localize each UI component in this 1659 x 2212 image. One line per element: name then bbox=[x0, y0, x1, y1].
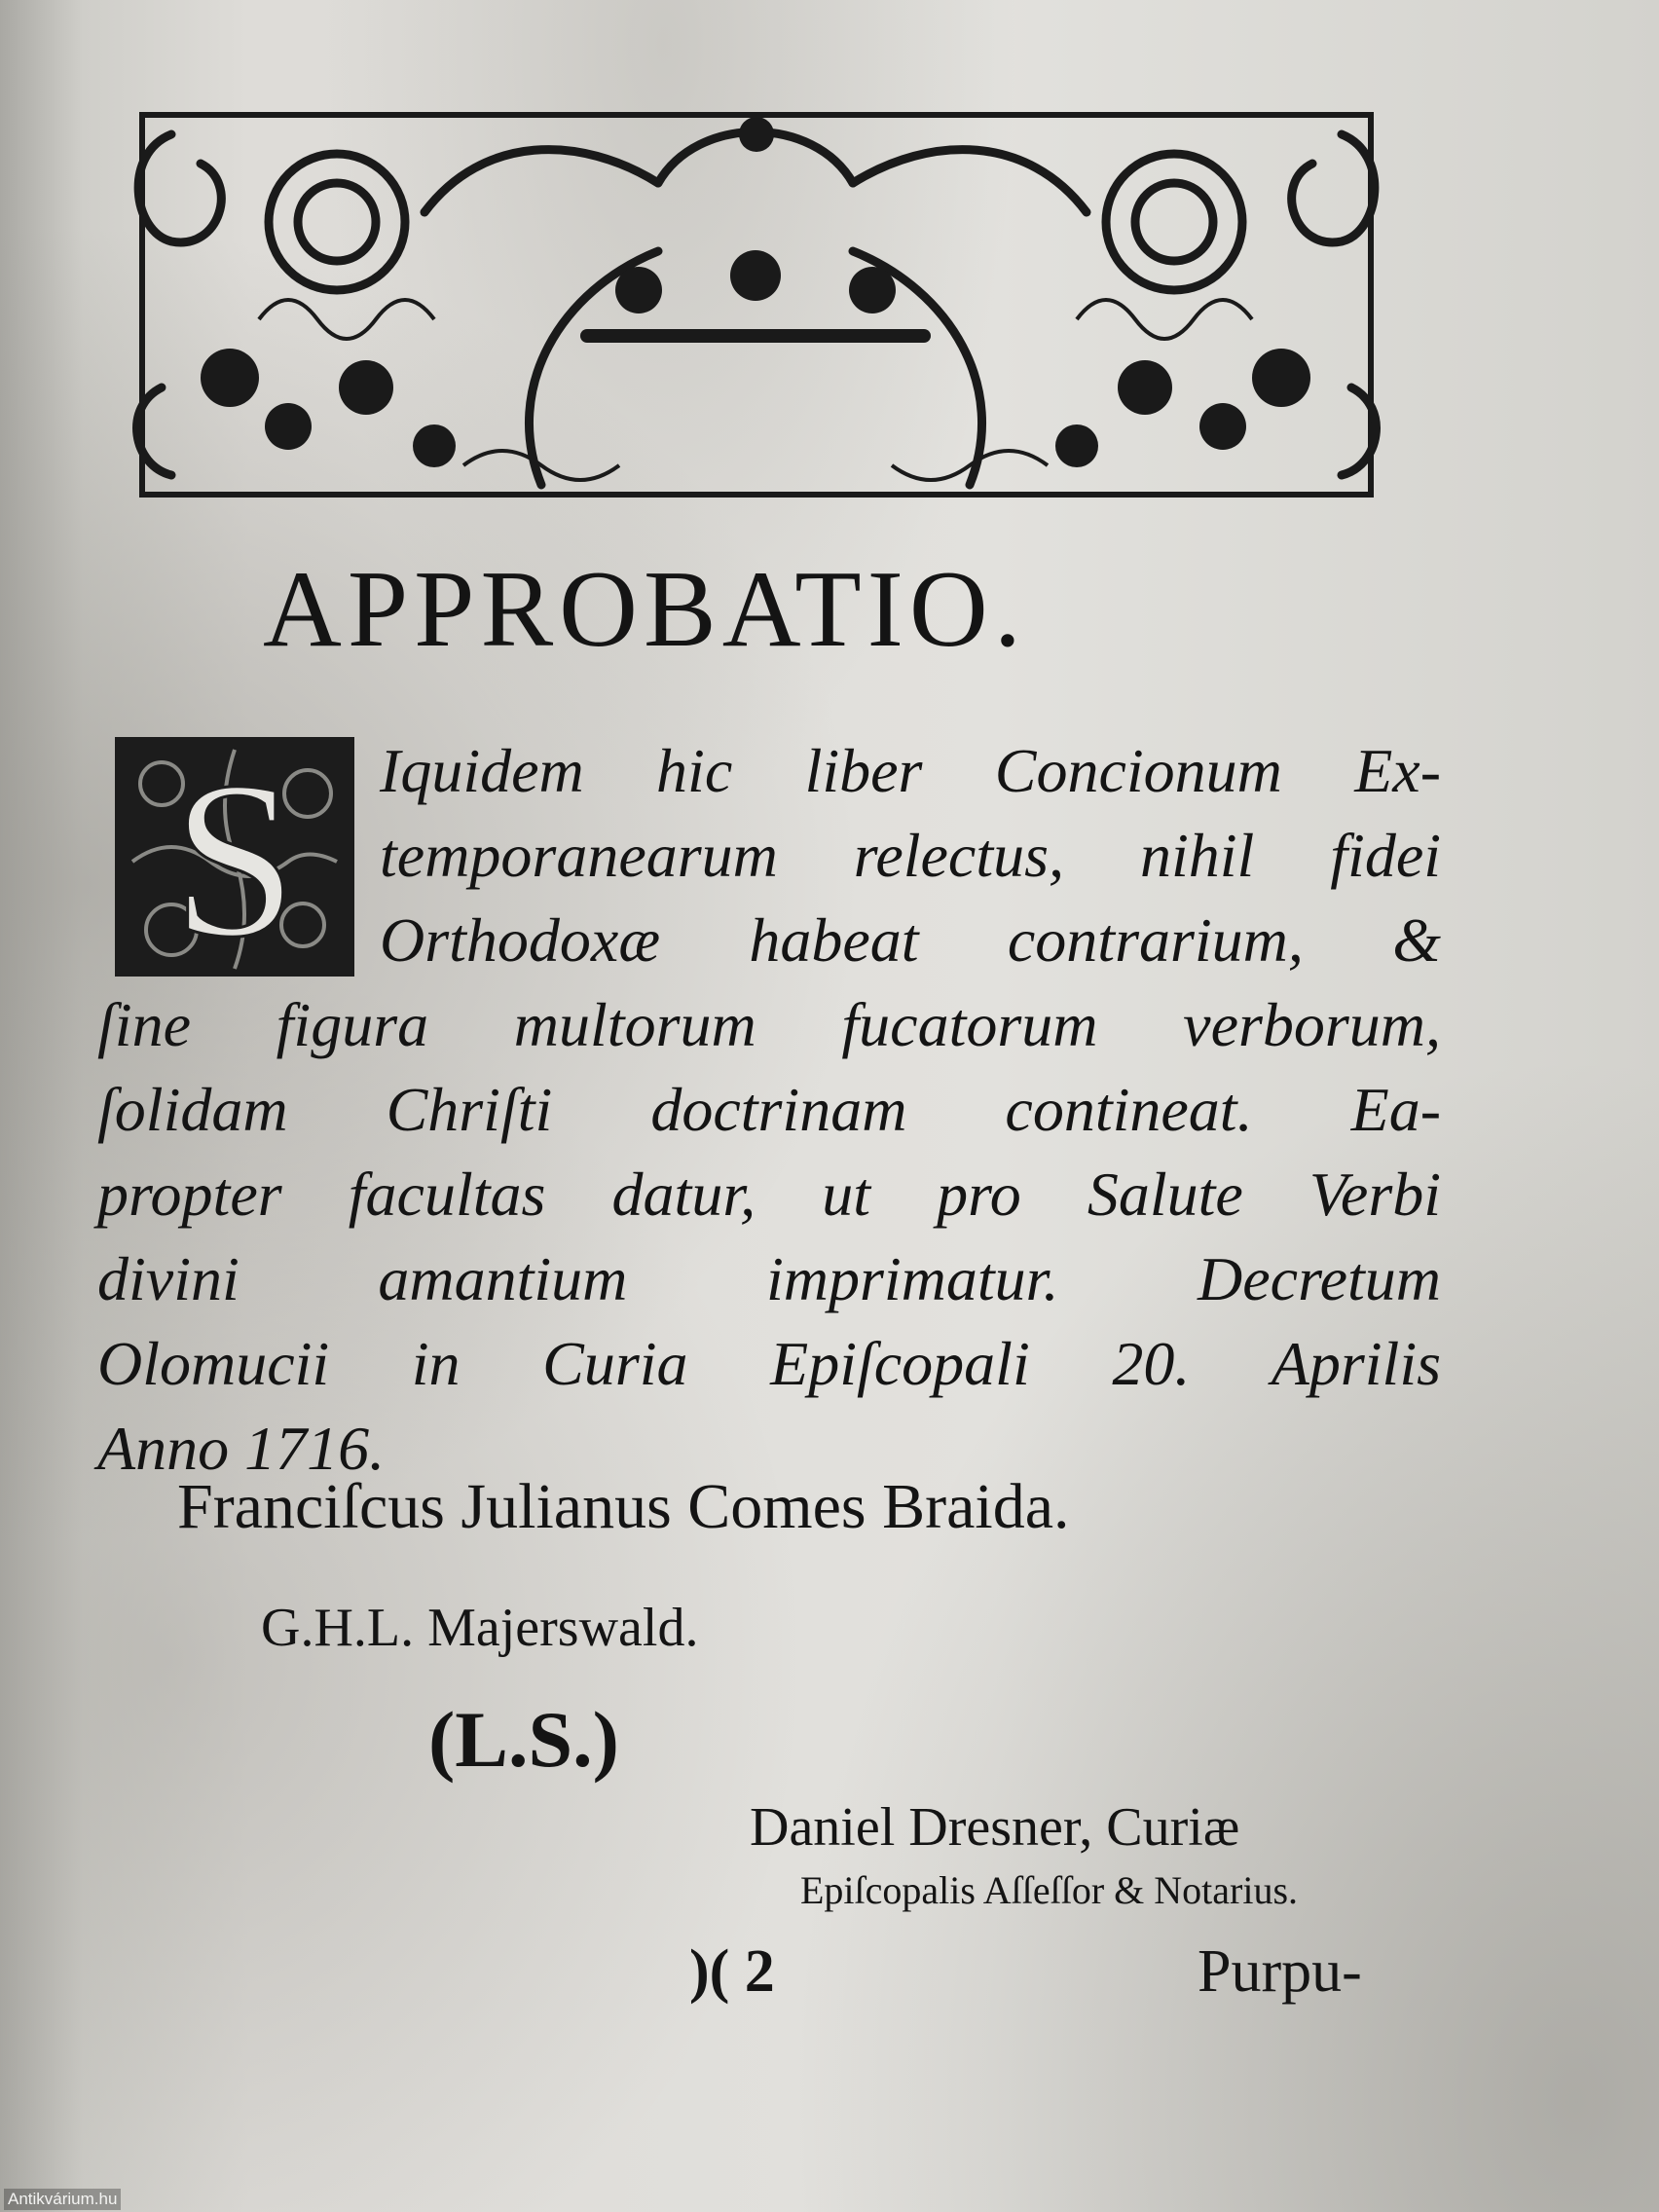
text-line: ſolidam Chriſti doctrinam contineat. Ea- bbox=[97, 1075, 1441, 1144]
watermark: Antikvárium.hu bbox=[4, 2189, 121, 2210]
page-title: APPROBATIO. bbox=[263, 549, 1027, 670]
seal-locus-sigilli: (L.S.) bbox=[428, 1695, 619, 1784]
signature-majerswald: G.H.L. Majerswald. bbox=[261, 1598, 699, 1658]
text-line: Anno 1716. bbox=[97, 1414, 386, 1483]
catchword: Purpu- bbox=[1198, 1938, 1362, 2005]
initial-letter: S bbox=[172, 735, 297, 978]
signature-notary: Daniel Dresner, Curiæ bbox=[750, 1797, 1240, 1858]
text-line: temporanearum relectus, nihil fidei bbox=[380, 821, 1441, 890]
text-line: propter facultas datur, ut pro Salute Verbi bbox=[97, 1160, 1441, 1229]
approbation-text bbox=[97, 728, 1441, 1491]
text-line: divini amantium imprimatur. Decretum bbox=[97, 1244, 1441, 1313]
ornamental-headpiece bbox=[113, 95, 1400, 512]
text-line: ſine figura multorum fucatorum verborum, bbox=[97, 990, 1441, 1059]
signature-mark: )( 2 bbox=[689, 1938, 775, 2005]
text-line: Olomucii in Curia Epiſcopali 20. Aprilis bbox=[97, 1329, 1441, 1398]
signature-braida: Franciſcus Julianus Comes Braida. bbox=[177, 1471, 1070, 1542]
notary-title: Epiſcopalis Aſſeſſor & Notarius. bbox=[800, 1868, 1299, 1912]
text-line: Orthodoxæ habeat contrarium, & bbox=[380, 905, 1441, 975]
text-line: Iquidem hic liber Concionum Ex- bbox=[380, 736, 1441, 805]
